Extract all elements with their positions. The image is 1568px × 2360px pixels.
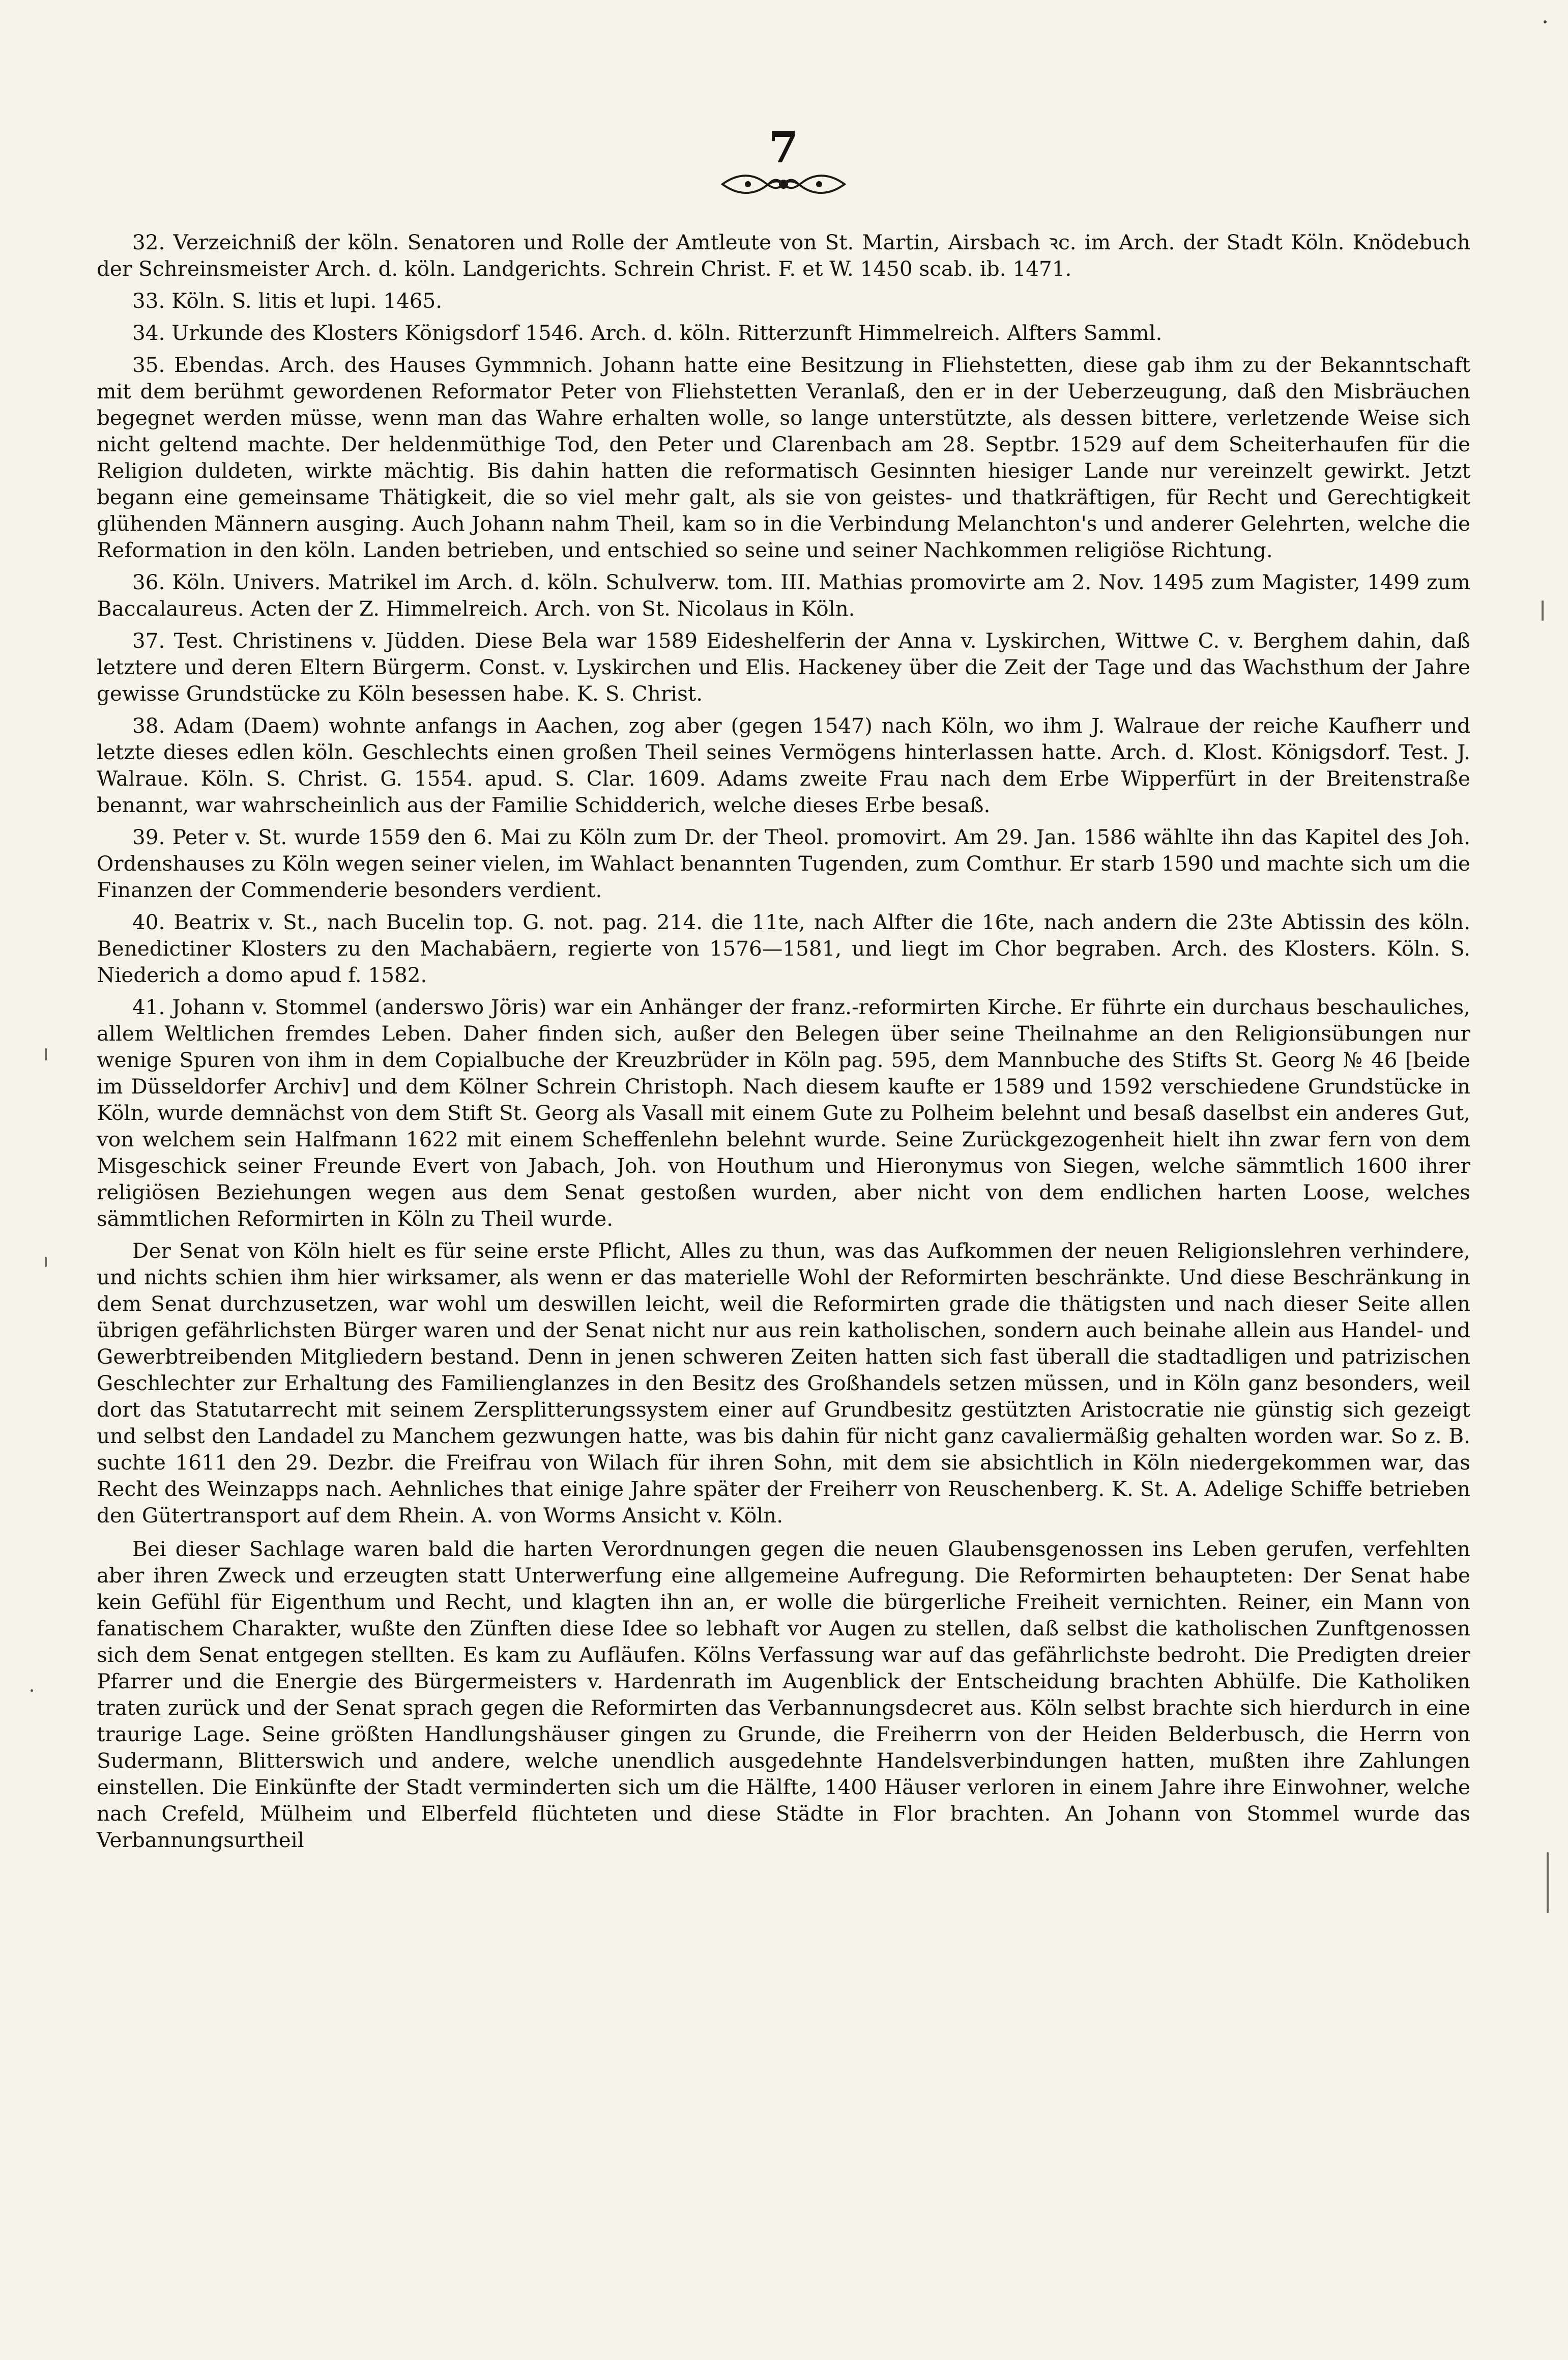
paper-speck (1544, 20, 1547, 23)
footnote-41: 41. Johann v. Stommel (anderswo Jöris) war ein Anhänger der franz.-reformirten Kirche. Er führte ein durchaus beschauliches, allem Weltlichen fremdes Leben. Daher finden sich, außer den Belegen über seine Theilnahme an den Religionsübungen nur wenige Spuren von ihm in dem Copialbuche der Kreuzbrüder in Köln pag. 595, dem Mannbuche des Stifts St. Georg № 46 [beide im Düsseldorfer Archiv] und dem Kölner Schrein Christoph. Nach diesem kaufte er 1589 und 1592 verschiedene Grundstücke in Köln, wurde demnächst von dem Stift St. Georg als Vasall mit einem Gute zu Polheim belehnt und besaß daselbst ein anderes Gut, von welchem sein Halfmann 1622 mit einem Scheffenlehn belehnt wurde. Seine Zurückgezogenheit hielt ihn zwar fern von dem Misgeschick seiner Freunde Evert von Jabach, Joh. von Houthum und Hieronymus von Siegen, welche sämmtlich 1600 ihrer religiösen Beziehungen wegen aus dem Senat gestoßen wurden, aber nicht von dem endlichen harten Loose, welches sämmtlichen Reformirten in Köln zu Theil wurde. (97, 995, 1470, 1231)
footnote-33: 33. Köln. S. litis et lupi. 1465. (132, 289, 443, 313)
body-paragraph: Der Senat von Köln hielt es für seine erste Pflicht, Alles zu thun, was das Aufkommen der neuen Religionslehren verhindere, und nichts schien ihm hier wirksamer, als wenn er das materielle Wohl der Reformirten beschränkte. Und diese Beschränkung in dem Senat durchzusetzen, war wohl um deswillen leicht, weil die Reformirten grade die thätigsten und nach dieser Seite allen übrigen gefährlichsten Bürger waren und der Senat nicht nur aus rein katholischen, sondern auch beinahe allein aus Handel- und Gewerbtreibenden Mitgliedern bestand. Denn in jenen schweren Zeiten hatten sich fast überall die stadtadligen und patrizischen Geschlechter zur Erhaltung des Familienglanzes in den Besitz des Großhandels setzen müssen, und in Köln ganz besonders, weil dort das Statutarrecht mit seinem Zersplitterungssystem einer auf Grundbesitz gestützten Aristocratie nie günstig sich gezeigt und selbst den Landadel zu Manchem gezwungen hatte, was bis dahin für nicht ganz cavaliermäßig gehalten worden war. So z. B. suchte 1611 den 29. Dezbr. die Freifrau von Wilach für ihren Sohn, mit dem sie absichtlich in Köln niedergekommen war, das Recht des Weinzapps nach. Aehnliches that einige Jahre später der Freiherr von Reuschenberg. K. St. A. Adelige Schiffe betrieben den Gütertransport auf dem Rhein. A. von Worms Ansicht v. Köln. (97, 1239, 1470, 1528)
footnote-34: 34. Urkunde des Klosters Königsdorf 1546. Arch. d. köln. Ritterzunft Himmelreich. Alfters Samml. (132, 321, 1163, 345)
page-content (97, 229, 1470, 1860)
page-number: 7 (768, 122, 799, 172)
footnote-37: 37. Test. Christinens v. Jüdden. Diese Bela war 1589 Eideshelferin der Anna v. Lyskirchen, Wittwe C. v. Berghem dahin, daß letztere und deren Eltern Bürgerm. Const. v. Lyskirchen und Elis. Hackeney über die Zeit der Tage und das Wachsthum der Jahre gewisse Grundstücke zu Köln besessen habe. K. S. Christ. (97, 628, 1470, 706)
scroll-ornament-icon (717, 168, 850, 200)
footnote-39: 39. Peter v. St. wurde 1559 den 6. Mai zu Köln zum Dr. der Theol. promovirt. Am 29. Jan. 1586 wählte ihn das Kapitel des Joh. Ordenshauses zu Köln wegen seiner vielen, im Wahlact benannten Tugenden, zum Comthur. Er starb 1590 und machte sich um die Finanzen der Commenderie besonders verdient. (97, 825, 1470, 902)
footnote-35: 35. Ebendas. Arch. des Hauses Gymmnich. Johann hatte eine Besitzung in Fliehstetten, diese gab ihm zu der Bekanntschaft mit dem berühmt gewordenen Reformator Peter von Fliehstetten Veranlaß, den er in der Ueberzeugung, daß den Misbräuchen begegnet werden müsse, wenn man das Wahre erhalten wolle, so lange unterstützte, als dessen bittere, verletzende Weise sich nicht geltend machte. Der heldenmüthige Tod, den Peter und Clarenbach am 28. Septbr. 1529 auf dem Scheiterhaufen für die Religion duldeten, wirkte mächtig. Bis dahin hatten die reformatisch Gesinnten hiesiger Lande nur vereinzelt gewirkt. Jetzt begann eine gemeinsame Thätigkeit, die so viel mehr galt, als sie von geistes- und thatkräftigen, für Recht und Gerechtigkeit glühenden Männern ausging. Auch Johann nahm Theil, kam so in die Verbindung Melanchton's und anderer Gelehrten, welche die Reformation in den köln. Landen betrieben, und entschied so seine und seiner Nachkommen religiöse Richtung. (97, 353, 1470, 562)
body-paragraph: Bei dieser Sachlage waren bald die harten Verordnungen gegen die neuen Glaubensgenossen ins Leben gerufen, verfehlten aber ihren Zweck und erzeugten statt Unterwerfung eine allgemeine Aufregung. Die Reformirten behaupteten: Der Senat habe kein Gefühl für Eigenthum und Recht, und klagten ihn an, er wolle die bürgerliche Freiheit vernichten. Reiner, ein Mann von fanatischem Charakter, wußte den Zünften diese Idee so lebhaft vor Augen zu stellen, daß selbst die katholischen Zunftgenossen sich dem Senat entgegen stellten. Es kam zu Aufläufen. Kölns Verfassung war auf das gefährlichste bedroht. Die Predigten dreier Pfarrer und die Energie des Bürgermeisters v. Hardenrath im Augenblick der Entscheidung brachten Abhülfe. Die Katholiken traten zurück und der Senat sprach gegen die Reformirten das Verbannungsdecret aus. Köln selbst brachte sich hierdurch in eine traurige Lage. Seine größten Handlungshäuser gingen zu Grunde, die Freiherrn von der Heiden Belderbusch, die Herrn von Sudermann, Blitterswich und andere, welche unendlich ausgedehnte Handelsverbindungen hatten, mußten ihre Zahlungen einstellen. Die Einkünfte der Stadt verminderten sich um die Hälfte, 1400 Häuser verloren in einem Jahre ihre Einwohner, welche nach Crefeld, Mülheim und Elberfeld flüchteten und diese Städte in Flor brachten. An Johann von Stommel wurde das Verbannungsurtheil (97, 1537, 1470, 1852)
footnote-32: 32. Verzeichniß der köln. Senatoren und Rolle der Amtleute von St. Martin, Airsbach ꝛc. im Arch. der Stadt Köln. Knödebuch der Schreinsmeister Arch. d. köln. Landgerichts. Schrein Christ. F. et W. 1450 scab. ib. 1471. (97, 230, 1470, 281)
margin-mark (1542, 600, 1544, 621)
margin-mark (1547, 1852, 1549, 1913)
paper-speck (31, 1689, 33, 1692)
footnote-38: 38. Adam (Daem) wohnte anfangs in Aachen, zog aber (gegen 1547) nach Köln, wo ihm J. Walraue der reiche Kaufherr und letzte dieses edlen köln. Geschlechts einen großen Theil seines Vermögens hinterlassen hatte. Arch. d. Klost. Königsdorf. Test. J. Walraue. Köln. S. Christ. G. 1554. apud. S. Clar. 1609. Adams zweite Frau nach dem Erbe Wipperfürt in der Breitenstraße benannt, war wahrscheinlich aus der Familie Schidderich, welche dieses Erbe besaß. (97, 713, 1470, 817)
footnote-40: 40. Beatrix v. St., nach Bucelin top. G. not. pag. 214. die 11te, nach Alfter die 16te, nach andern die 23te Abtissin des köln. Benedictiner Klosters zu den Machabäern, regierte von 1576—1581, und liegt im Chor begraben. Arch. des Klosters. Köln. S. Niederich a domo apud f. 1582. (97, 910, 1470, 987)
footnote-36: 36. Köln. Univers. Matrikel im Arch. d. köln. Schulverw. tom. III. Mathias promovirte am 2. Nov. 1495 zum Magister, 1499 zum Baccalaureus. Acten der Z. Himmelreich. Arch. von St. Nicolaus in Köln. (97, 570, 1470, 621)
margin-mark (45, 1048, 47, 1060)
margin-mark (45, 1257, 47, 1267)
